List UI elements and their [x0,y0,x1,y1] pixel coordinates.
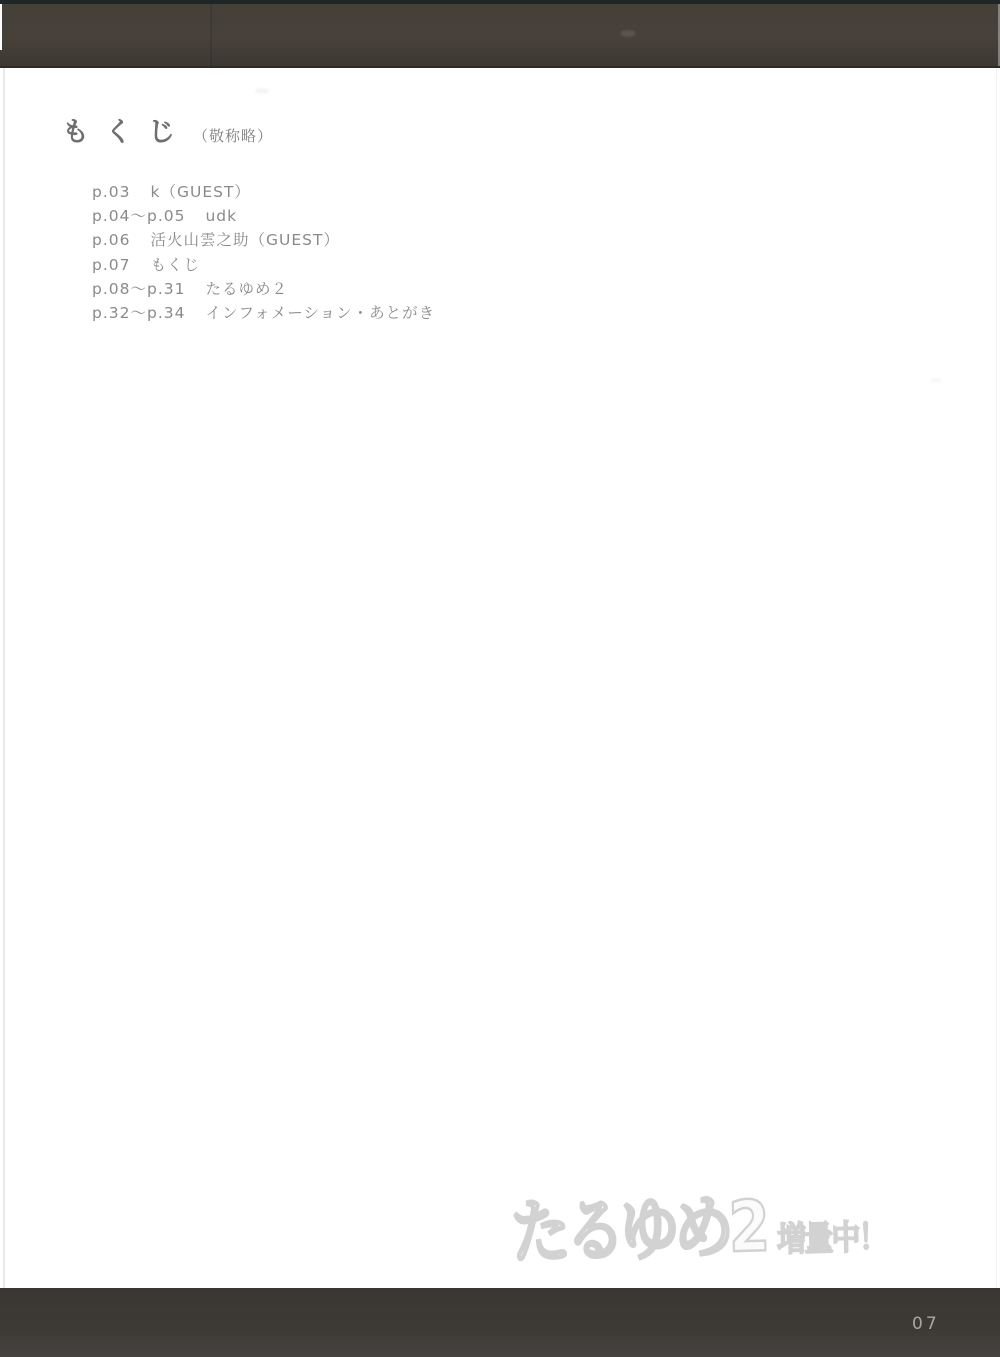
scan-smudge [930,378,942,383]
toc-entry-title: もくじ [150,255,201,274]
toc-entry-title: udk [205,207,238,226]
page-content-area [0,68,1000,1288]
page-title [62,110,273,149]
toc-entry [92,204,435,228]
toc-entry-pages: p.32～p.34 [92,303,186,322]
toc-entry-title: 活火山雲之助（GUEST） [150,231,340,250]
page-title-text: もくじ [62,117,191,148]
book-logo [510,1185,887,1274]
scan-seam-artifact [210,4,212,66]
page-left-edge [3,68,5,1288]
toc-entry-title: k（GUEST） [150,183,251,201]
bottom-border-band [0,1288,1000,1357]
toc-entry-pages: p.08～p.31 [92,279,186,298]
toc-entry-pages: p.03 [92,183,131,201]
page-right-edge [996,68,997,1288]
page-number: 07 [912,1314,940,1334]
toc-entry [92,180,435,204]
toc-entry-title: インフォメーション・あとがき [205,303,436,322]
toc-entry-title: たるゆめ２ [205,279,288,298]
toc-entry-pages: p.06 [92,231,131,250]
toc-entry [92,301,435,325]
toc-entry [92,228,435,252]
toc-entry-pages: p.04～p.05 [92,207,186,226]
scan-spot-artifact [620,30,636,37]
book-logo-main-text: たるゆめ2 [510,1185,766,1274]
toc-entry [92,277,435,301]
toc-list [92,180,435,325]
toc-entry [92,253,435,277]
page-title-note: （敬称略） [193,127,274,145]
scan-smudge [255,88,269,94]
top-border-band [0,4,1000,68]
toc-entry-pages: p.07 [92,255,131,274]
book-logo-sub-text: 増量中！ [776,1217,887,1261]
scan-corner-artifact [0,4,2,50]
